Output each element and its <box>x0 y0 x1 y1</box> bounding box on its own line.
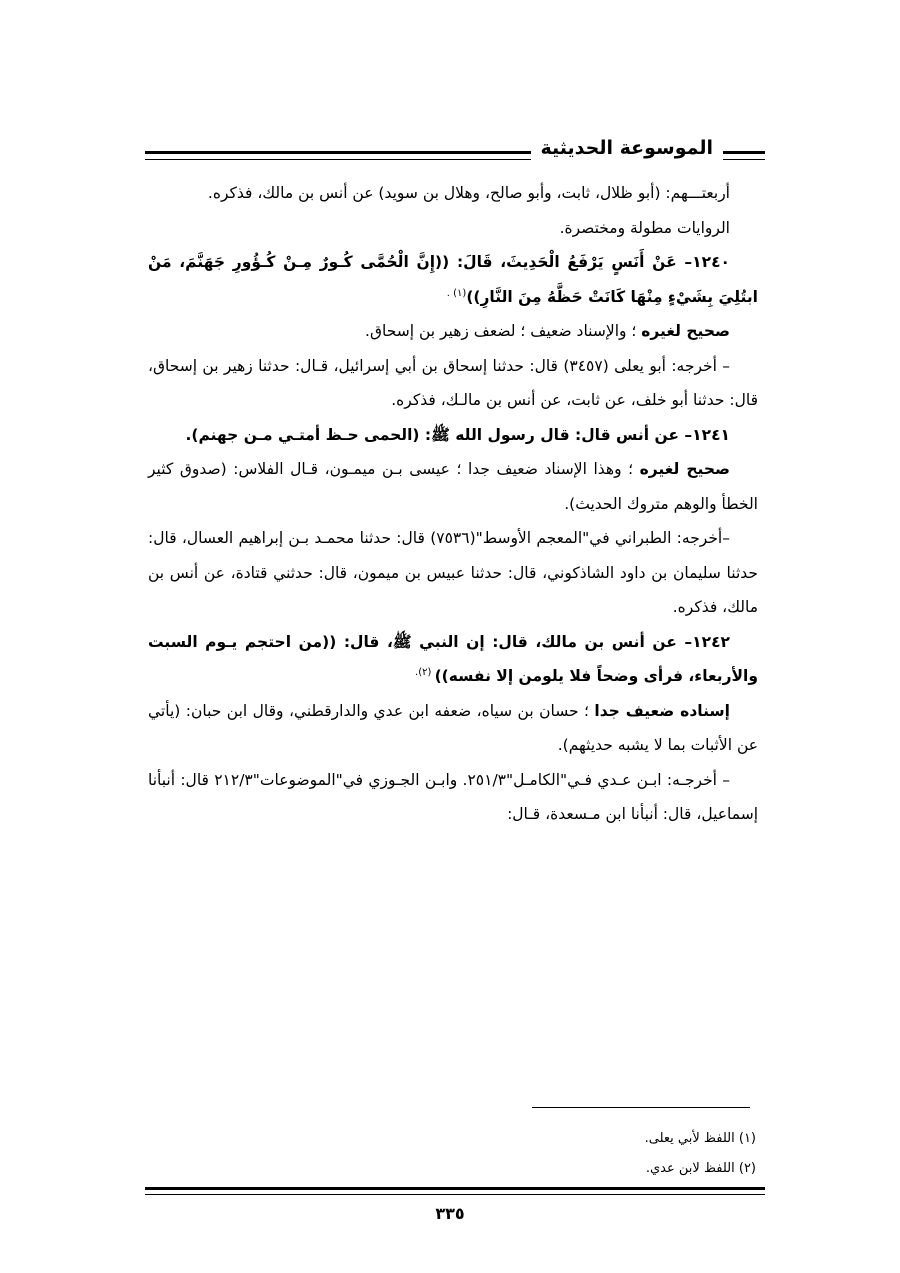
hadith-1240-text: ١٢٤٠– عَنْ أَنَسٍ يَرْفَعُ الْحَدِيثَ، قَالَ: ((إِنَّ الْحُمَّى كُـورٌ مِـنْ كُـؤُورِ جَهَنَّمَ، مَنْ ابتُلِيَ بِشَيْءٍ مِنْهَا كَانَتْ حَظَّهُ مِنَ النَّارِ)) <box>148 253 758 306</box>
grading-1241 <box>148 452 758 521</box>
running-header <box>145 128 765 168</box>
grading-1241-label: صحيح لغيره <box>639 460 730 478</box>
grading-1240 <box>148 314 758 349</box>
hadith-1242-text: ١٢٤٢– عن أنس بن مالك، قال: إن النبي ﷺ، قال: ((من احتجم يـوم السبت والأربعاء، فرأى وضحاً فلا يلومن إلا نفسه)) <box>148 632 758 685</box>
hadith-1242 <box>148 625 758 694</box>
grading-1241-text: ؛ وهذا الإسناد ضعيف جدا ؛ عيسى بـن ميمـون، قـال الفلاس: (صدوق كثير الخطأ والوهم متروك الحديث). <box>148 460 758 513</box>
takhrij-1242: – أخرجـه: ابـن عـدي فـي"الكامـل"٢٥١/٣. وابـن الجـوزي في"الموضوعات"٢١٢/٣ قال: أنبأنا إسماعيل، قال: أنبأنا ابن مـسعدة، قـال: <box>148 770 758 823</box>
header-rule-short <box>723 151 765 160</box>
hadith-1241: ١٢٤١– عن أنس قال: قال رسول الله ﷺ: (الحمى حـظ أمتـي مـن جهنم). <box>185 425 730 444</box>
footer-rule <box>145 1187 765 1195</box>
grading-1242-text: ؛ حسان بن سياه، ضعفه ابن عدي والدارقطني، وقال ابن حبان: (يأتي عن الأثبات بما لا يشبه حديثهم). <box>148 701 758 754</box>
grading-1240-label: صحيح لغيره <box>641 322 730 340</box>
main-text <box>148 176 758 832</box>
footnote-separator <box>532 1107 750 1108</box>
paragraph-narrators: أربعتـــهم: (أبو ظلال، ثابت، وأبو صالح، وهلال بن سويد) عن أنس بن مالك، فذكره. <box>207 184 730 202</box>
grading-1242 <box>148 694 758 763</box>
hadith-1240 <box>148 245 758 314</box>
takhrij-1241: –أخرجه: الطبراني في"المعجم الأوسط"(٧٥٣٦) قال: حدثنا محمـد بـن إبراهيم العسال، قال: حدثنا سليمان بن داود الشاذكوني، قال: حدثنا عبيس بن ميمون، قال: حدثني قتادة، عن أنس بن مالك، فذكره. <box>148 529 758 616</box>
paragraph-note: الروايات مطولة ومختصرة. <box>559 218 730 237</box>
grading-1242-label: إسناده ضعيف جدا <box>594 701 730 720</box>
takhrij-1240: – أخرجه: أبو يعلى (٣٤٥٧) قال: حدثنا إسحاق بن أبي إسرائيل، قـال: حدثنا زهير بن إسحاق، قال: حدثنا أبو خلف، عن ثابت، عن أنس بن مالـك، فذكره. <box>148 356 758 409</box>
footnote-2: (٢) اللفظ لابن عدي. <box>645 1161 756 1176</box>
grading-1240-text: ؛ والإسناد ضعيف ؛ لضعف زهير بن إسحاق. <box>365 322 642 340</box>
header-rule-long <box>145 151 531 160</box>
footnote-1: (١) اللفظ لأبي يعلى. <box>644 1131 756 1146</box>
footnote-ref-2: (٢). <box>415 666 435 678</box>
page-number: ٣٣٥ <box>435 1204 465 1223</box>
header-title: الموسوعة الحديثية <box>540 137 713 159</box>
footnotes <box>148 1124 756 1184</box>
footnote-ref-1: (١) . <box>446 287 467 299</box>
